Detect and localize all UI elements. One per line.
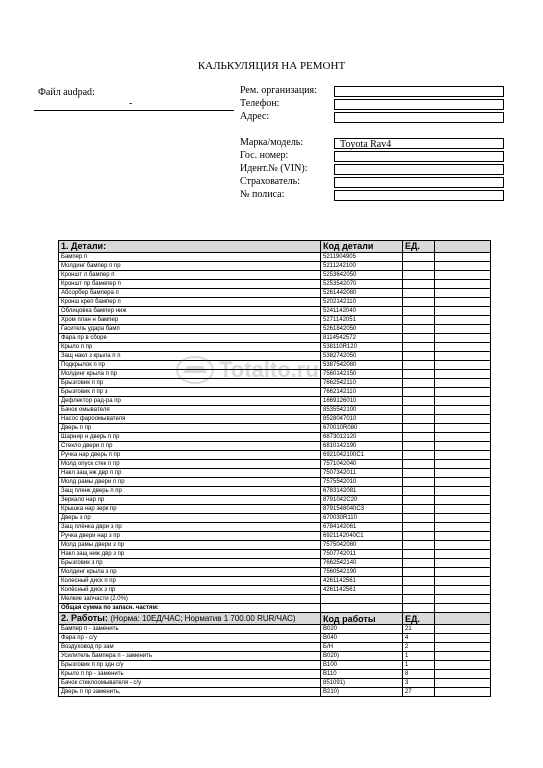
- table-row: [59, 550, 491, 559]
- part-code: 7571042040: [321, 460, 403, 469]
- part-unit: [403, 280, 435, 289]
- part-unit: [403, 568, 435, 577]
- work-units: 3: [403, 679, 435, 688]
- table-row: [59, 415, 491, 424]
- part-unit: [403, 316, 435, 325]
- work-blank: [435, 625, 491, 634]
- part-unit: [403, 397, 435, 406]
- part-code: 6873012120: [321, 433, 403, 442]
- part-blank: [435, 595, 491, 604]
- part-blank: [435, 514, 491, 523]
- field-value-box[interactable]: [334, 112, 504, 123]
- part-code: 6783142081: [321, 487, 403, 496]
- table-row: [59, 271, 491, 280]
- parts-header-unit: ЕД.: [403, 241, 435, 253]
- part-blank: [435, 469, 491, 478]
- part-blank: [435, 424, 491, 433]
- part-code: 670010R080: [321, 424, 403, 433]
- part-name: Брызговик п пр: [59, 379, 321, 388]
- part-unit: [403, 406, 435, 415]
- part-blank: [435, 379, 491, 388]
- work-name: Дверь п пр заменить,: [59, 688, 321, 697]
- work-name: Брызговик п пр здн с/у: [59, 661, 321, 670]
- part-name: Молд опуск стек п пр: [59, 460, 321, 469]
- part-unit: [403, 307, 435, 316]
- part-name: Брызговик з пр: [59, 559, 321, 568]
- part-code: 5202142110: [321, 298, 403, 307]
- part-name: Хром план н бампер: [59, 316, 321, 325]
- part-blank: [435, 568, 491, 577]
- part-name: Бачок омывателя: [59, 406, 321, 415]
- work-blank: [435, 652, 491, 661]
- table-row: [59, 316, 491, 325]
- table-row: [59, 643, 491, 652]
- part-name: Насос фароомывателя: [59, 415, 321, 424]
- table-row: [59, 688, 491, 697]
- part-unit: [403, 532, 435, 541]
- table-row: [59, 670, 491, 679]
- field-value-box[interactable]: [334, 164, 504, 175]
- part-blank: [435, 586, 491, 595]
- part-code: 8528047010: [321, 415, 403, 424]
- part-blank: [435, 334, 491, 343]
- part-name: Дверь п пр: [59, 424, 321, 433]
- part-blank: [435, 307, 491, 316]
- part-unit: [403, 550, 435, 559]
- table-row: [59, 523, 491, 532]
- part-code: 538110R120: [321, 343, 403, 352]
- part-unit: [403, 469, 435, 478]
- part-blank: [435, 541, 491, 550]
- part-code: 5261842050: [321, 325, 403, 334]
- field-label: № полиса:: [240, 189, 285, 200]
- part-unit: [403, 496, 435, 505]
- part-code: 5241142040: [321, 307, 403, 316]
- works-header-name: [59, 613, 321, 625]
- part-name: Кроншт пр бамепер п: [59, 280, 321, 289]
- field-label: Марка/модель:: [240, 137, 304, 148]
- part-name: Молдинг бампер п пр: [59, 262, 321, 271]
- part-code: 8535542100: [321, 406, 403, 415]
- part-unit: [403, 361, 435, 370]
- work-code: B210): [321, 688, 403, 697]
- part-blank: [435, 325, 491, 334]
- part-name: Шарнир н дверь п пр: [59, 433, 321, 442]
- part-blank: [435, 415, 491, 424]
- table-row: [59, 352, 491, 361]
- part-blank: [435, 478, 491, 487]
- part-blank: [435, 298, 491, 307]
- table-row: [59, 280, 491, 289]
- table-row: [59, 487, 491, 496]
- works-header-row: [59, 613, 491, 625]
- part-code: 5211242100: [321, 262, 403, 271]
- work-code: Б/Н: [321, 643, 403, 652]
- part-unit: [403, 352, 435, 361]
- part-name: Абсорбер бампера п: [59, 289, 321, 298]
- part-unit: [403, 298, 435, 307]
- work-name: Усилитель бампера п - заменить: [59, 652, 321, 661]
- work-blank: [435, 661, 491, 670]
- part-name: Защ накл з крыла п п: [59, 352, 321, 361]
- part-name: Дефлектор рад-ра пр: [59, 397, 321, 406]
- part-blank: [435, 361, 491, 370]
- part-name: Брызговик п пр з: [59, 388, 321, 397]
- work-name: Фара пр - с/у: [59, 634, 321, 643]
- table-row: [59, 298, 491, 307]
- field-value-box[interactable]: [334, 190, 504, 201]
- table-row: [59, 370, 491, 379]
- part-unit: [403, 424, 435, 433]
- part-code: 5271142051: [321, 316, 403, 325]
- part-unit: [403, 379, 435, 388]
- table-row: [59, 541, 491, 550]
- part-unit: [403, 388, 435, 397]
- part-name: Накл защ нж двр п пр: [59, 469, 321, 478]
- work-blank: [435, 688, 491, 697]
- part-unit: [403, 586, 435, 595]
- part-blank: [435, 388, 491, 397]
- part-blank: [435, 442, 491, 451]
- part-name: Гаситель удара бамп: [59, 325, 321, 334]
- part-code: 7507742011: [321, 550, 403, 559]
- part-code: 670030R110: [321, 514, 403, 523]
- table-row: [59, 433, 491, 442]
- work-blank: [435, 634, 491, 643]
- work-code: B110: [321, 670, 403, 679]
- part-unit: [403, 487, 435, 496]
- works-header-blank: [435, 613, 491, 625]
- parts-total-blank: [435, 604, 491, 613]
- part-code: 5382742050: [321, 352, 403, 361]
- table-row: [59, 289, 491, 298]
- part-unit: [403, 541, 435, 550]
- part-unit: [403, 478, 435, 487]
- field-label: Адрес:: [240, 111, 270, 122]
- part-unit: [403, 289, 435, 298]
- parts-header-row: [59, 241, 491, 253]
- work-code: B040: [321, 634, 403, 643]
- table-row: [59, 442, 491, 451]
- part-blank: [435, 550, 491, 559]
- table-row: [59, 424, 491, 433]
- part-code: 5261442080: [321, 289, 403, 298]
- table-row: [59, 496, 491, 505]
- works-header-unit: ЕД.: [403, 613, 435, 625]
- table-row: [59, 505, 491, 514]
- part-blank: [435, 352, 491, 361]
- calculation-table: [58, 240, 491, 697]
- parts-total-code: [321, 604, 403, 613]
- part-blank: [435, 253, 491, 262]
- table-row: [59, 559, 491, 568]
- work-code: 851091): [321, 679, 403, 688]
- work-units: 1: [403, 661, 435, 670]
- work-code: B020: [321, 625, 403, 634]
- part-unit: [403, 325, 435, 334]
- work-units: 27: [403, 688, 435, 697]
- part-blank: [435, 451, 491, 460]
- part-name: Фара пр в сборе: [59, 334, 321, 343]
- part-code: 7575542010: [321, 478, 403, 487]
- part-name: Молд рамы двери з пр: [59, 541, 321, 550]
- table-row: [59, 460, 491, 469]
- field-label: Идент.№ (VIN):: [240, 163, 308, 174]
- table-row: [59, 586, 491, 595]
- parts-header-name: 1. Детали:: [59, 241, 321, 253]
- work-units: 1: [403, 652, 435, 661]
- table-row: [59, 634, 491, 643]
- part-code: 8791042C20: [321, 496, 403, 505]
- table-row: [59, 451, 491, 460]
- work-name: Крыло п пр - заменить: [59, 670, 321, 679]
- works-header-title: 2. Работы:: [61, 613, 108, 623]
- part-unit: [403, 415, 435, 424]
- part-code: 8114542572: [321, 334, 403, 343]
- field-label: Гос. номер:: [240, 150, 289, 161]
- part-blank: [435, 397, 491, 406]
- part-unit: [403, 577, 435, 586]
- work-units: 8: [403, 670, 435, 679]
- page-title: КАЛЬКУЛЯЦИЯ НА РЕМОНТ: [197, 60, 346, 72]
- part-blank: [435, 496, 491, 505]
- part-code: 6921042100C1: [321, 451, 403, 460]
- part-name: Крыло п пр: [59, 343, 321, 352]
- works-header-code: Код работы: [321, 613, 403, 625]
- field-label: Телефон:: [240, 98, 280, 109]
- work-blank: [435, 670, 491, 679]
- part-blank: [435, 577, 491, 586]
- part-blank: [435, 316, 491, 325]
- part-name: Дверь з пр: [59, 514, 321, 523]
- part-name: Молд рамы двери п пр: [59, 478, 321, 487]
- part-name: Бампер п: [59, 253, 321, 262]
- table-row: [59, 397, 491, 406]
- work-units: 21: [403, 625, 435, 634]
- part-unit: [403, 523, 435, 532]
- part-unit: [403, 334, 435, 343]
- part-name: Кроншт л бампер п: [59, 271, 321, 280]
- part-name: Облицовка бампер ниж: [59, 307, 321, 316]
- part-code: 6921142040C1: [321, 532, 403, 541]
- parts-total-unit: [403, 604, 435, 613]
- part-unit: [403, 442, 435, 451]
- part-code: 8791548040C3: [321, 505, 403, 514]
- work-code: B100: [321, 661, 403, 670]
- work-units: 4: [403, 634, 435, 643]
- part-code: 4261142561: [321, 577, 403, 586]
- part-unit: [403, 514, 435, 523]
- field-value-box[interactable]: [334, 151, 504, 162]
- table-row: [59, 262, 491, 271]
- table-row: [59, 532, 491, 541]
- part-blank: [435, 343, 491, 352]
- field-value-box[interactable]: [334, 177, 504, 188]
- parts-total-row: [59, 604, 491, 613]
- part-unit: [403, 253, 435, 262]
- table-row: [59, 361, 491, 370]
- part-blank: [435, 370, 491, 379]
- part-blank: [435, 433, 491, 442]
- part-blank: [435, 271, 491, 280]
- part-name: Крышка нар зерк пр: [59, 505, 321, 514]
- part-code: 5387542080: [321, 361, 403, 370]
- work-name: Бампер п - заменить: [59, 625, 321, 634]
- table-row: [59, 469, 491, 478]
- parts-header-code: Код детали: [321, 241, 403, 253]
- part-name: Кронш креп бампер п: [59, 298, 321, 307]
- part-blank: [435, 289, 491, 298]
- part-blank: [435, 280, 491, 289]
- table-row: [59, 343, 491, 352]
- table-row: [59, 325, 491, 334]
- table-row: [59, 652, 491, 661]
- part-blank: [435, 523, 491, 532]
- table-row: [59, 577, 491, 586]
- file-dash: -: [129, 98, 133, 109]
- part-code: 7507342011: [321, 469, 403, 478]
- part-code: 1669126010: [321, 397, 403, 406]
- table-row: [59, 406, 491, 415]
- part-code: 4261142561: [321, 586, 403, 595]
- table-row: [59, 388, 491, 397]
- part-name: Зеркало нар пр: [59, 496, 321, 505]
- part-name: Защ плёнка дври з пр: [59, 523, 321, 532]
- file-underline: [34, 110, 234, 111]
- part-name: Молдинг крыла з пр: [59, 568, 321, 577]
- table-row: [59, 478, 491, 487]
- part-code: [321, 595, 403, 604]
- parts-total-label: Общая сумма по запасн. частям:: [59, 604, 321, 613]
- table-row: [59, 595, 491, 604]
- part-unit: [403, 262, 435, 271]
- part-unit: [403, 343, 435, 352]
- part-unit: [403, 460, 435, 469]
- part-blank: [435, 460, 491, 469]
- part-blank: [435, 406, 491, 415]
- part-name: Колёсный диск з пр: [59, 586, 321, 595]
- parts-header-blank: [435, 241, 491, 253]
- part-code: 7662142110: [321, 388, 403, 397]
- part-code: 6784142061: [321, 523, 403, 532]
- table-row: [59, 334, 491, 343]
- work-name: Бачок стеклоомывателя - с/у: [59, 679, 321, 688]
- work-blank: [435, 679, 491, 688]
- watermark-text: Totalto.ru: [219, 357, 319, 382]
- part-code: 5211904905: [321, 253, 403, 262]
- part-name: Мелкие запчасти (2.0%): [59, 595, 321, 604]
- part-code: 7575042080: [321, 541, 403, 550]
- table-row: [59, 679, 491, 688]
- part-name: Накл защ ниж двр з пр: [59, 550, 321, 559]
- part-code: 7560142150: [321, 370, 403, 379]
- part-unit: [403, 370, 435, 379]
- work-name: Воздуховод пр зам: [59, 643, 321, 652]
- table-row: [59, 568, 491, 577]
- part-unit: [403, 271, 435, 280]
- part-name: Молдинг крыла п пр: [59, 370, 321, 379]
- part-name: Ручка двери нар з пр: [59, 532, 321, 541]
- part-blank: [435, 559, 491, 568]
- part-unit: [403, 505, 435, 514]
- part-name: Подкрылок п пр: [59, 361, 321, 370]
- part-unit: [403, 595, 435, 604]
- field-label: Страхователь:: [240, 176, 300, 187]
- part-code: 5253542070: [321, 280, 403, 289]
- part-unit: [403, 451, 435, 460]
- part-code: 5253642050: [321, 271, 403, 280]
- field-value-box[interactable]: [334, 86, 504, 97]
- part-blank: [435, 487, 491, 496]
- works-header-norm: (Норма: 10ЕД/ЧАС; Норматив 1 700.00 RUR/ЧАС): [110, 614, 296, 623]
- part-name: Колесный диск п пр: [59, 577, 321, 586]
- part-code: 7560542190: [321, 568, 403, 577]
- table-row: [59, 514, 491, 523]
- field-label: Рем. организация:: [240, 85, 317, 96]
- work-blank: [435, 643, 491, 652]
- part-name: Защ пленк дверь п пр: [59, 487, 321, 496]
- part-code: 6810142190: [321, 442, 403, 451]
- field-value-box[interactable]: [334, 99, 504, 110]
- part-name: Стекло двери п пр: [59, 442, 321, 451]
- work-units: 2: [403, 643, 435, 652]
- part-code: 7662542140: [321, 559, 403, 568]
- part-code: 7662542110: [321, 379, 403, 388]
- part-blank: [435, 532, 491, 541]
- part-blank: [435, 505, 491, 514]
- table-row: [59, 307, 491, 316]
- part-blank: [435, 262, 491, 271]
- field-value-box[interactable]: Toyota Rav4: [334, 138, 504, 149]
- part-unit: [403, 559, 435, 568]
- file-label: Файл audpad:: [38, 87, 95, 98]
- part-unit: [403, 433, 435, 442]
- table-row: [59, 661, 491, 670]
- table-row: [59, 625, 491, 634]
- work-code: B020): [321, 652, 403, 661]
- part-name: Ручка нар дверь п пр: [59, 451, 321, 460]
- table-row: [59, 379, 491, 388]
- table-row: [59, 253, 491, 262]
